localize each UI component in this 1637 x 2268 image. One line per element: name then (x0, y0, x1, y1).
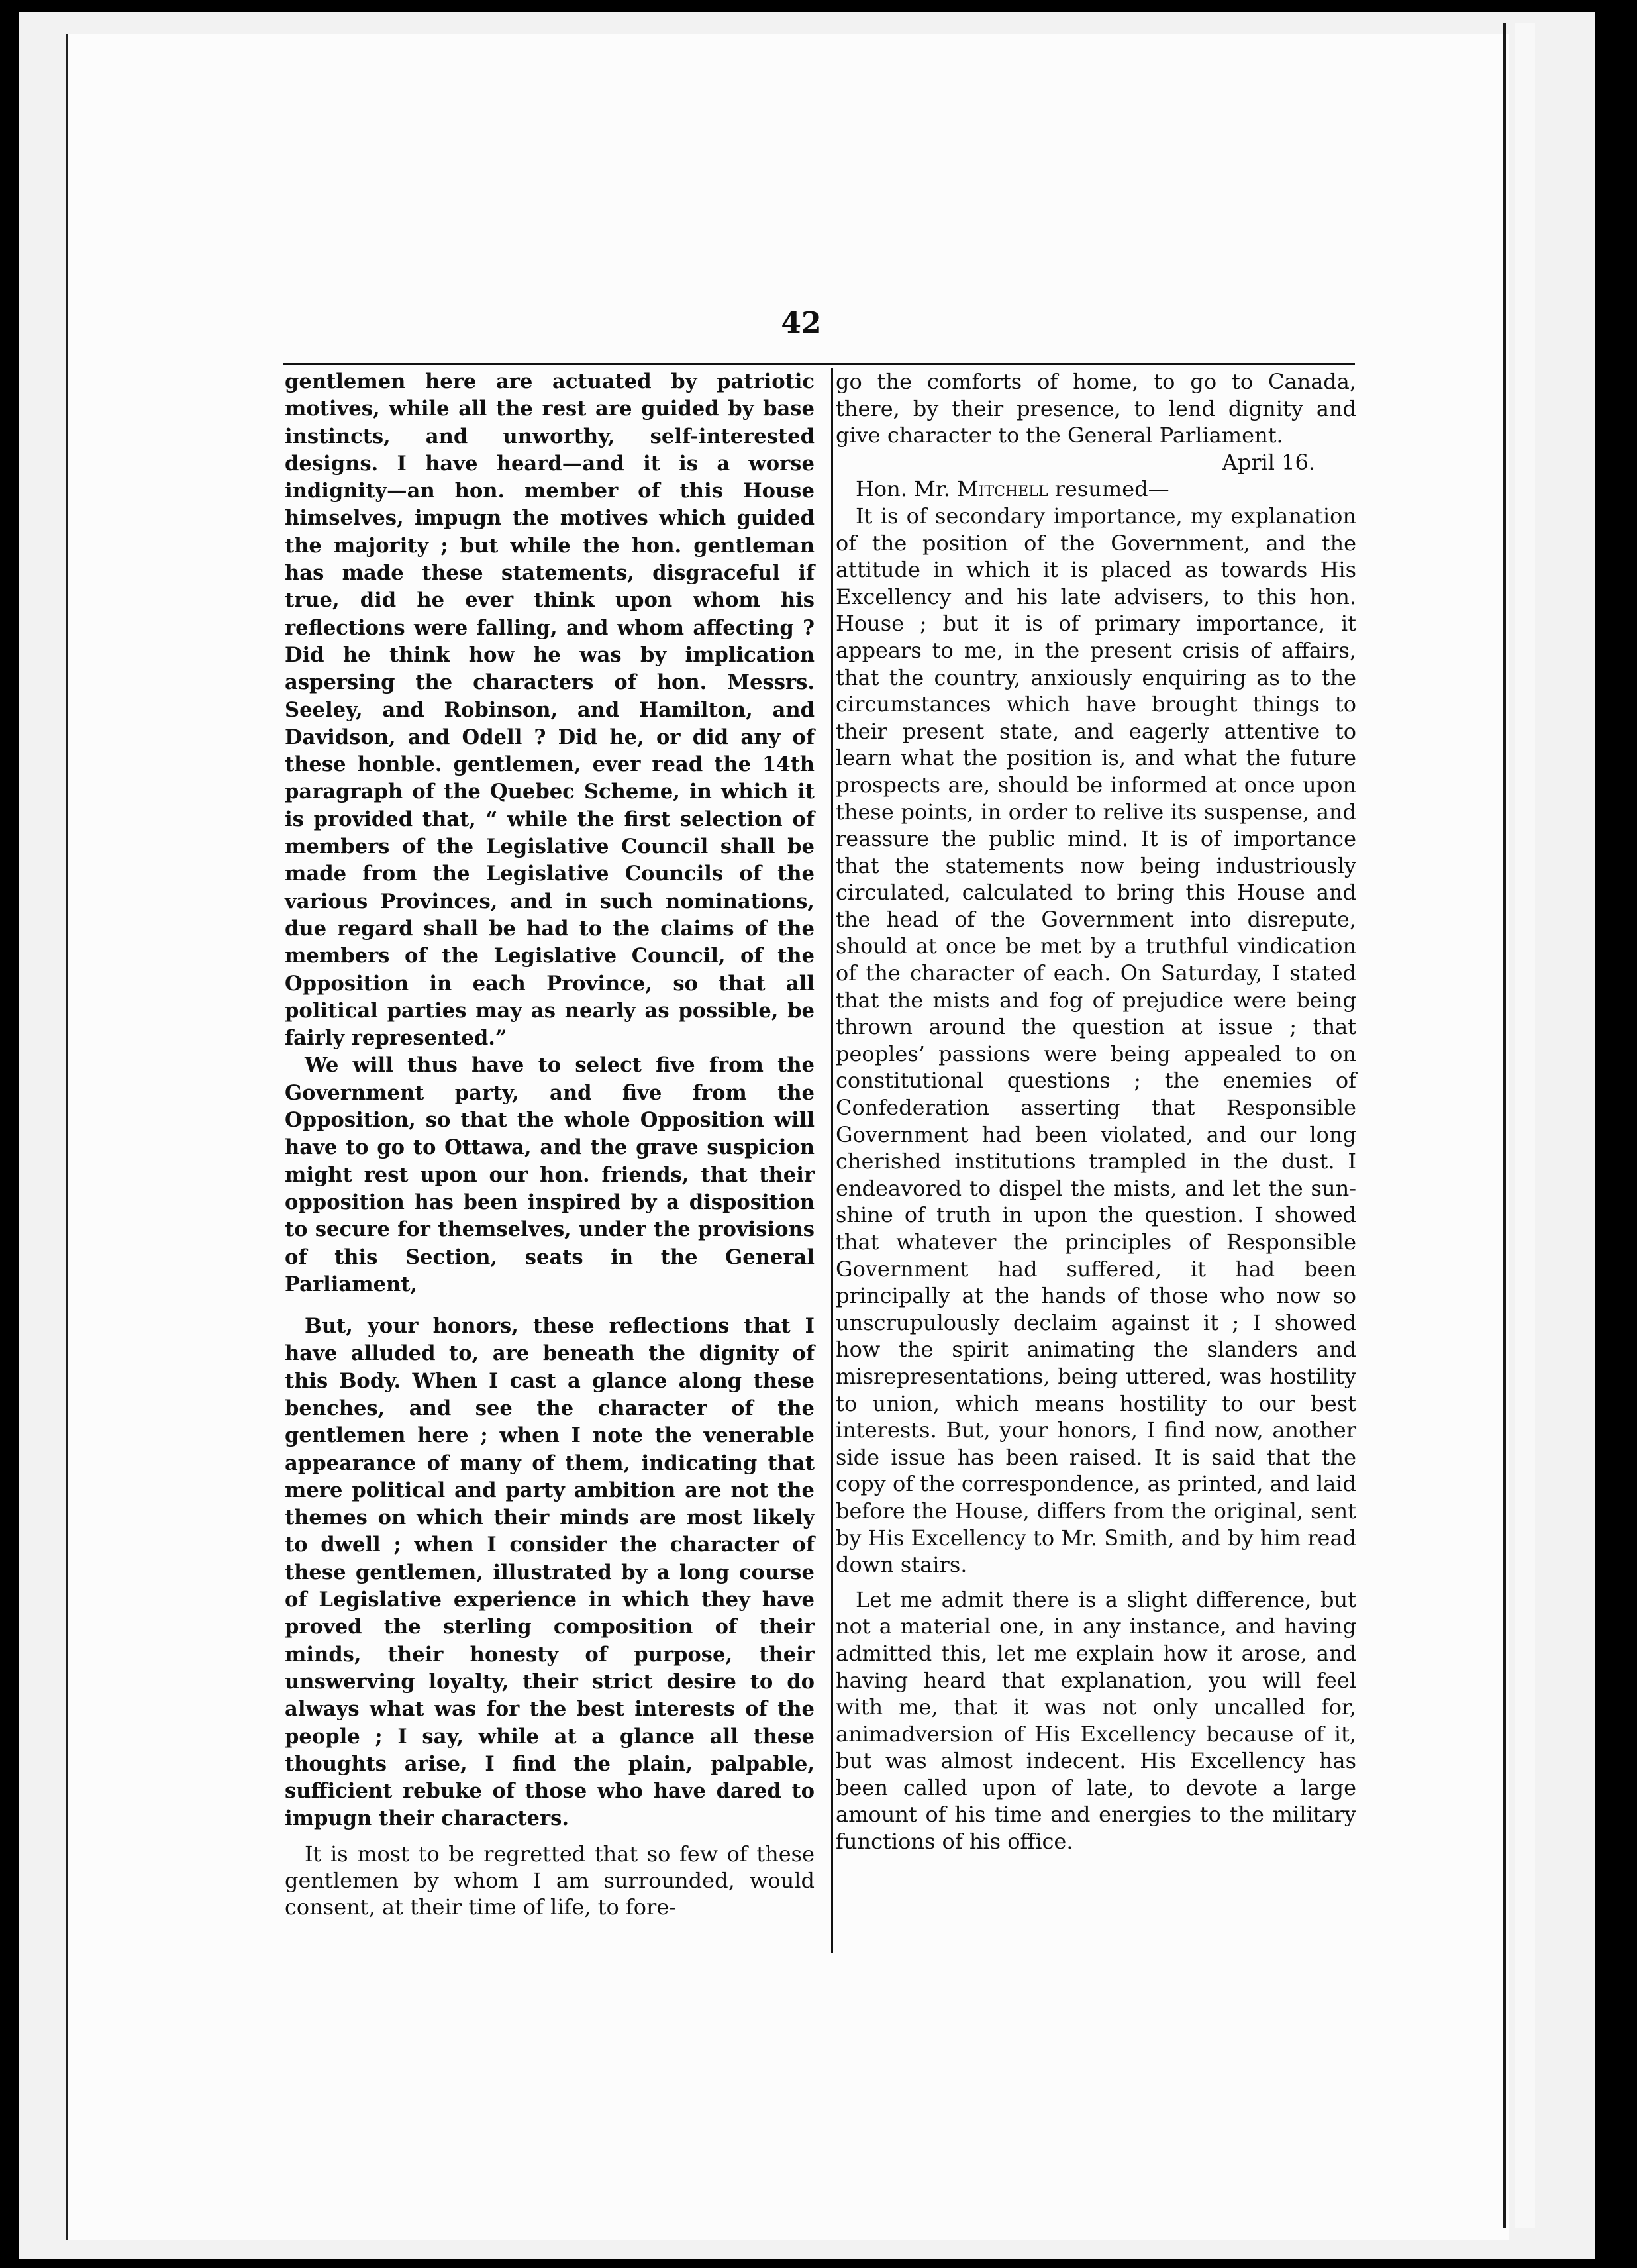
dateline: April 16. (1222, 449, 1315, 475)
speaker-prefix: Hon. Mr. (856, 476, 958, 502)
left-paragraph-2: We will thus have to select five from the Government party, and five from the Opposition, so that the whole Opposition will have to go to Ottawa, and the grave suspicion might rest upon our hon. friends, that their opposition has been inspired by a disposition to secure for themselves, under the provisions of this Section, seats in the General Parliament, (285, 1053, 815, 1296)
right-continuation: go the comforts of home, to go to Canada, there, by their presence, to lend dignity and give character to the General Parliament. (836, 369, 1356, 448)
left-column (285, 368, 815, 1920)
right-paragraph-1: It is of secondary importance, my explanation of the position of the Government, and the attitude in which it is placed as towards His Excellency and his late advisers, to this hon. House ; but it is of primary importance, it appears to me, in the present crisis of affairs, that the country, anxiously enquiring as to the circumstances which have brought things to their present state, and eagerly attentive to learn what the position is, and what the future prospects are, should be informed at once upon these points, in order to relive its suspense, and reassure the public mind. It is of importance that the statements now being industriously circulated, calculated to bring this House and the head of the Government into disrepute, should at once be met by a truthful vindication of the character of each. On Saturday, I stated that the mists and fog of prejudice were being thrown around the question at issue ; that peoples’ passions were being appealed to on constitutional questions ; the enemies of Confederation asserting that Responsible Government had been violated, and our long cherished institutions trampled in the dust. I endeavored to dispel the mists, and let the sun-shine of truth in upon the question. I showed that whatever the principles of Responsible Government had suffered, it had been principally at the hands of those who now so unscrupulously declaim against it ; I showed how the spirit animating the slanders and misrepresentations, being uttered, was hostility to union, which means hostility to our best interests. But, your honors, I find now, another side issue has been raised. It is said that the copy of the correspondence, as printed, and laid before the House, differs from the original, sent by His Excellency to Mr. Smith, and by him read down stairs. (836, 503, 1356, 1578)
header-rule (283, 363, 1355, 365)
speaker-name: Mitchell (957, 476, 1048, 502)
left-paragraph-4: It is most to be regretted that so few of these gentlemen by whom I am surrounded, would consent, at their time of life, to fore- (285, 1841, 815, 1920)
speaker-line (836, 476, 1356, 503)
right-column (836, 368, 1356, 1855)
left-paragraph-1: gentlemen here are actuated by patriotic motives, while all the rest are guided by base instincts, and unworthy, self-interested designs. I have heard—and it is a worse indignity—an hon. member of this House himselves, impugn the motives which guided the majority ; but while the hon. gentleman has made these statements, disgraceful if true, did he ever think upon whom his reflections were falling, and whom affecting ? Did he think how he was by implication aspersing the characters of hon. Messrs. Seeley, and Robinson, and Hamilton, and Davidson, and Odell ? Did he, or did any of these honble. gentlemen, ever read the 14th paragraph of the Quebec Scheme, in which it is provided that, “ while the first selection of members of the Legislative Council shall be made from the Legislative Councils of the various Provinces, and in such nominations, due regard shall be had to the claims of the members of the Legislative Council, of the Opposition in each Province, so that all political parties may as nearly as possible, be fairly represented.” (285, 370, 815, 1051)
page-number: 42 (781, 306, 822, 340)
binding-gutter-line (1503, 23, 1506, 2228)
column-divider (831, 368, 833, 1953)
speaker-suffix: resumed— (1048, 476, 1169, 502)
left-paragraph-3: But, your honors, these reflections that I have alluded to, are beneath the dignity of this Body. When I cast a glance along these benches, and see the character of the gentlemen here ; when I note the venerable appearance of many of them, indicating that mere political and party ambition are not the themes on which their minds are most likely to dwell ; when I consider the character of these gentlemen, illustrated by a long course of Legislative experience in which they have proved the sterling composition of their minds, their honesty of purpose, their unswerving loyalty, their strict desire to do always what was for the best interests of the people ; I say, while at a glance all these thoughts arise, I find the plain, palpable, sufficient rebuke of those who have dared to impugn their characters. (285, 1314, 815, 1831)
right-paragraph-2: Let me admit there is a slight difference, but not a material one, in any instance, and having admitted this, let me explain how it arose, and having heard that explanation, you will feel with me, that it was not only uncalled for, animadversion of His Excellency because of it, but was almost indecent. His Excellency has been called upon of late, to devote a large amount of his time and energies to the military functions of his office. (836, 1586, 1356, 1855)
next-page-edge (1515, 23, 1535, 2228)
